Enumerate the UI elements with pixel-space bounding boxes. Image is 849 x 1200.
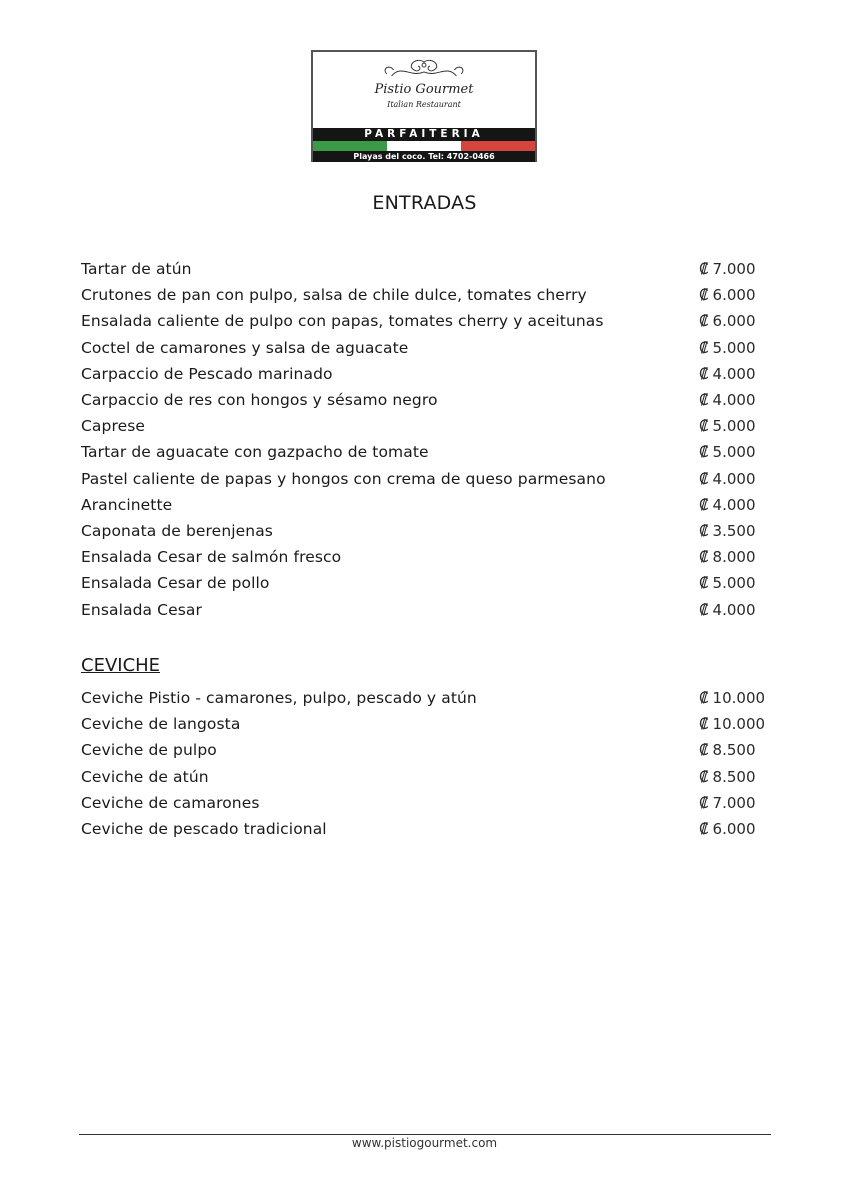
item-name: Arancinette bbox=[81, 495, 173, 514]
menu-item bbox=[81, 256, 761, 282]
item-name: Ensalada caliente de pulpo con papas, tomates cherry y aceitunas bbox=[81, 312, 604, 331]
currency-symbol: ₡ bbox=[699, 312, 709, 331]
item-name: Ensalada Cesar de pollo bbox=[81, 574, 270, 593]
price-value: 8.000 bbox=[712, 548, 756, 567]
item-price bbox=[699, 574, 761, 592]
logo-band: PARFAITERIA bbox=[313, 128, 535, 141]
price-value: 5.000 bbox=[712, 338, 756, 357]
price-value: 5.000 bbox=[712, 574, 756, 593]
currency-symbol: ₡ bbox=[699, 391, 709, 410]
price-value: 4.000 bbox=[712, 495, 756, 514]
item-name: Caprese bbox=[81, 417, 146, 436]
item-price bbox=[699, 470, 761, 488]
flag-green bbox=[313, 141, 387, 151]
currency-symbol: ₡ bbox=[699, 469, 709, 488]
item-name: Crutones de pan con pulpo, salsa de chile dulce, tomates cherry bbox=[81, 286, 587, 305]
item-name: Tartar de atún bbox=[81, 260, 192, 279]
item-name: Caponata de berenjenas bbox=[81, 521, 273, 540]
italian-flag-stripe bbox=[313, 141, 535, 151]
item-name: Pastel caliente de papas y hongos con crema de queso parmesano bbox=[81, 469, 606, 488]
price-value: 4.000 bbox=[712, 391, 756, 410]
item-name: Ceviche de atún bbox=[81, 767, 209, 786]
menu-item bbox=[81, 544, 761, 570]
menu-item bbox=[81, 282, 761, 308]
item-price bbox=[699, 286, 761, 304]
menu-item bbox=[81, 790, 761, 816]
currency-symbol: ₡ bbox=[699, 338, 709, 357]
currency-symbol: ₡ bbox=[699, 767, 709, 786]
item-price bbox=[699, 365, 761, 383]
flag-white bbox=[387, 141, 461, 151]
item-price bbox=[699, 496, 761, 514]
menu-item bbox=[81, 816, 761, 842]
price-value: 6.000 bbox=[712, 312, 756, 331]
currency-symbol: ₡ bbox=[699, 820, 709, 839]
currency-symbol: ₡ bbox=[699, 443, 709, 462]
menu-item bbox=[81, 308, 761, 334]
item-price bbox=[699, 417, 761, 435]
menu-item bbox=[81, 387, 761, 413]
item-price bbox=[699, 768, 761, 786]
menu-item bbox=[81, 492, 761, 518]
currency-symbol: ₡ bbox=[699, 286, 709, 305]
price-value: 5.000 bbox=[712, 417, 756, 436]
item-price bbox=[699, 794, 761, 812]
item-price bbox=[699, 689, 766, 708]
currency-symbol: ₡ bbox=[699, 364, 709, 383]
footer-url[interactable]: www.pistiogourmet.com bbox=[351, 1136, 498, 1150]
item-name: Ceviche Pistio - camarones, pulpo, pescado y atún bbox=[81, 689, 477, 708]
price-value: 6.000 bbox=[712, 286, 756, 305]
item-name: Ceviche de camarones bbox=[81, 793, 260, 812]
menu-list-ceviche bbox=[81, 685, 766, 842]
currency-symbol: ₡ bbox=[699, 715, 709, 734]
menu-item bbox=[81, 685, 766, 711]
logo-contact: Playas del coco. Tel: 4702-0466 bbox=[313, 151, 535, 162]
currency-symbol: ₡ bbox=[699, 741, 709, 760]
logo-name: Pistio Gourmet bbox=[374, 82, 474, 97]
item-price bbox=[699, 443, 761, 461]
currency-symbol: ₡ bbox=[699, 574, 709, 593]
item-name: Carpaccio de Pescado marinado bbox=[81, 364, 333, 383]
flag-red bbox=[461, 141, 535, 151]
price-value: 3.500 bbox=[712, 521, 756, 540]
menu-item bbox=[81, 466, 761, 492]
item-price bbox=[699, 339, 761, 357]
price-value: 8.500 bbox=[712, 741, 756, 760]
currency-symbol: ₡ bbox=[699, 495, 709, 514]
price-value: 10.000 bbox=[712, 715, 766, 734]
menu-item bbox=[81, 596, 761, 622]
menu-item bbox=[81, 518, 761, 544]
item-name: Tartar de aguacate con gazpacho de tomate bbox=[81, 443, 429, 462]
item-price bbox=[699, 741, 761, 759]
currency-symbol: ₡ bbox=[699, 793, 709, 812]
item-price bbox=[699, 391, 761, 409]
menu-item bbox=[81, 361, 761, 387]
item-price bbox=[699, 522, 761, 540]
item-name: Ceviche de pescado tradicional bbox=[81, 820, 327, 839]
currency-symbol: ₡ bbox=[699, 548, 709, 567]
item-name: Carpaccio de res con hongos y sésamo negro bbox=[81, 391, 438, 410]
restaurant-logo bbox=[311, 50, 537, 162]
price-value: 6.000 bbox=[712, 820, 756, 839]
item-name: Ceviche de pulpo bbox=[81, 741, 217, 760]
currency-symbol: ₡ bbox=[699, 417, 709, 436]
item-price bbox=[699, 548, 761, 566]
item-price bbox=[699, 820, 761, 838]
ornament-icon bbox=[313, 58, 535, 84]
menu-item bbox=[81, 570, 761, 596]
item-name: Ensalada Cesar bbox=[81, 600, 202, 619]
menu-item bbox=[81, 711, 766, 737]
section-title-entradas: ENTRADAS bbox=[372, 192, 477, 214]
item-name: Coctel de camarones y salsa de aguacate bbox=[81, 338, 409, 357]
price-value: 4.000 bbox=[712, 364, 756, 383]
price-value: 7.000 bbox=[712, 260, 756, 279]
item-name: Ensalada Cesar de salmón fresco bbox=[81, 548, 342, 567]
footer-divider bbox=[79, 1134, 771, 1135]
item-price bbox=[699, 260, 761, 278]
item-price bbox=[699, 312, 761, 330]
menu-item bbox=[81, 764, 761, 790]
price-value: 4.000 bbox=[712, 469, 756, 488]
currency-symbol: ₡ bbox=[699, 600, 709, 619]
menu-item bbox=[81, 439, 761, 465]
currency-symbol: ₡ bbox=[699, 689, 709, 708]
menu-item bbox=[81, 335, 761, 361]
price-value: 4.000 bbox=[712, 600, 756, 619]
price-value: 7.000 bbox=[712, 793, 756, 812]
menu-item bbox=[81, 413, 761, 439]
menu-item bbox=[81, 737, 761, 763]
price-value: 10.000 bbox=[712, 689, 766, 708]
item-name: Ceviche de langosta bbox=[81, 715, 241, 734]
menu-list-entradas bbox=[81, 256, 761, 623]
currency-symbol: ₡ bbox=[699, 521, 709, 540]
section-title-ceviche: CEVICHE bbox=[81, 655, 161, 676]
logo-subtitle: Italian Restaurant bbox=[387, 100, 461, 109]
item-price bbox=[699, 601, 761, 619]
price-value: 8.500 bbox=[712, 767, 756, 786]
currency-symbol: ₡ bbox=[699, 260, 709, 279]
item-price bbox=[699, 715, 766, 734]
price-value: 5.000 bbox=[712, 443, 756, 462]
